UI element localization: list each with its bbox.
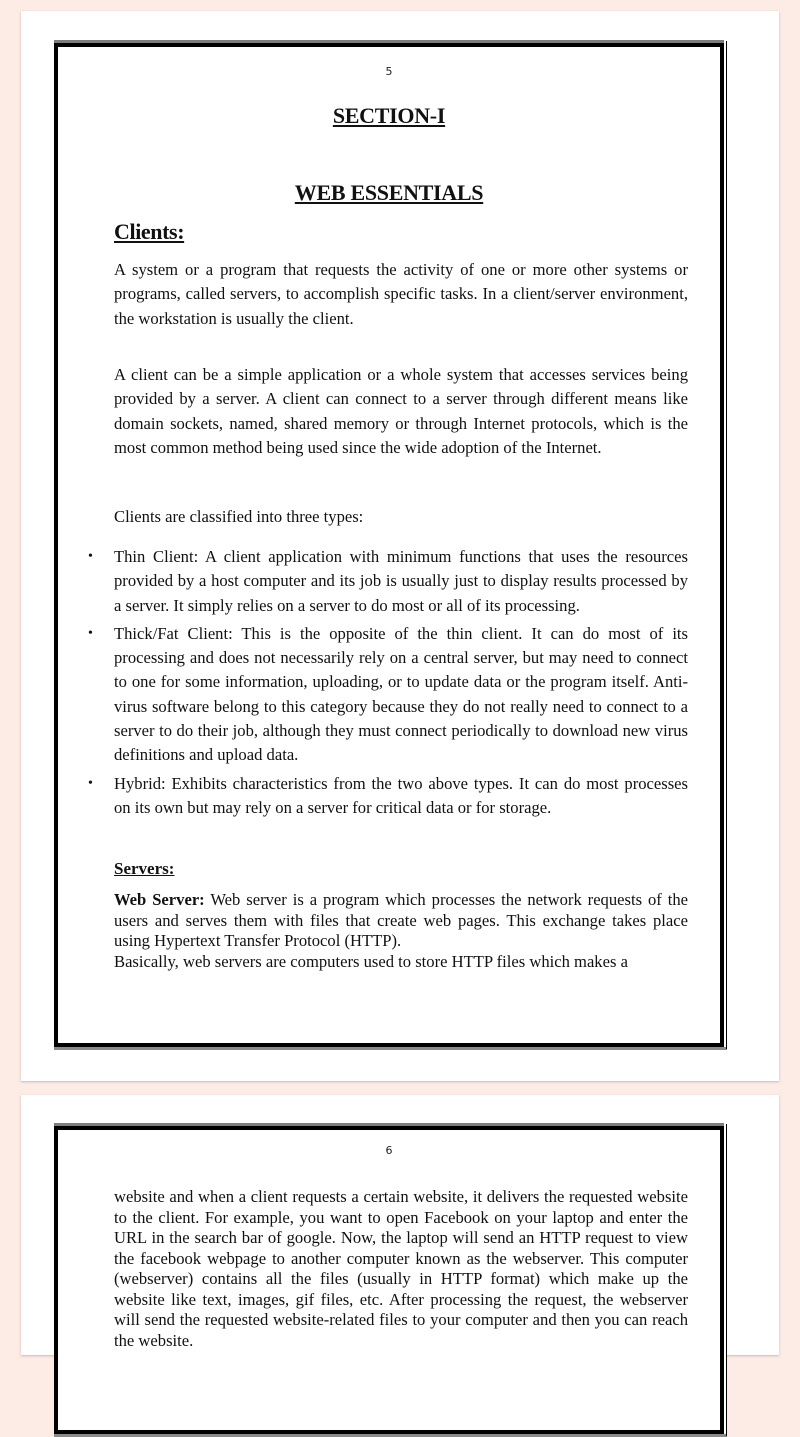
page-border-frame [54,1126,724,1434]
clients-types-intro [114,505,688,529]
web-server-continued-paragraph [114,1187,688,1351]
section-title: SECTION-I [332,103,446,128]
paragraph-text: A client can be a simple application or a whole system that accesses services being provided by a server. A client can connect to a server through different means like domain sockets, named, shared memory or through Internet protocols, which is the most common method being used since the wide adoption of the Internet. [114,365,688,457]
client-types-list [88,545,688,820]
list-item-text: Hybrid: Exhibits characteristics from the two above types. It can do most processes on its own but may rely on a server for critical data or for storage. [114,773,688,817]
paragraph-text: A system or a program that requests the activity of one or more other systems or programs, called servers, to accomplish specific tasks. In a client/server environment, the workstation is usually the client. [114,260,688,328]
servers-heading: Servers: [114,859,175,878]
web-server-label: Web Server: [114,890,205,909]
paragraph-text-continued: Basically, web servers are computers used to store HTTP files which makes a [114,951,628,971]
web-server-text: Web server is a program which processes the network requests of the users and serves them with files that create web pages. This exchange takes place using Hypertext Transfer Protocol (HTTP). [114,890,688,950]
list-item-hybrid [88,772,688,821]
document-page-5 [21,11,779,1081]
bullet-icon: • [88,625,93,641]
list-item-text: Thin Client: A client application with minimum functions that uses the resources provided by a host computer and its job is usually just to display results processed by a server. It simply relies on a server to do most or all of its processing. [114,547,688,615]
list-item-thin-client [88,545,688,618]
clients-description-paragraph [114,363,688,460]
bullet-icon: • [88,775,93,791]
chapter-title: WEB ESSENTIALS [294,180,484,205]
list-item-text: Thick/Fat Client: This is the opposite of the thin client. It can do most of its processing and does not necessarily rely on a central server, but may need to connect to one for some information, uploading, or to update data or the program itself. Anti-virus software belong to this category because they do not really need to connect to a server to do their job, although they must connect periodically to download new virus definitions and upload data. [114,623,688,765]
document-page-6 [21,1095,779,1355]
web-server-paragraph [114,890,688,972]
clients-heading: Clients: [114,219,185,244]
clients-definition-paragraph [114,258,688,331]
paragraph-text: Clients are classified into three types: [114,507,364,526]
page-number: 6 [385,1144,393,1157]
bullet-icon: • [88,549,93,564]
paragraph-text [114,890,688,952]
paragraph-text: website and when a client requests a certain website, it delivers the requested website to the client. For example, you want to open Facebook on your laptop and enter the URL in the search bar of google. Now, the laptop will send an HTTP request to view the facebook webpage to another computer known as the webserver. This computer (webserver) contains all the files (usually in HTTP format) which make up the website like text, images, gif files, etc. After processing the request, the webserver will send the requested website-related files to your computer and then you can reach the website. [114,1187,688,1350]
page-border-frame [54,43,724,1047]
page-number: 5 [385,65,393,78]
list-item-thick-client [88,622,688,768]
